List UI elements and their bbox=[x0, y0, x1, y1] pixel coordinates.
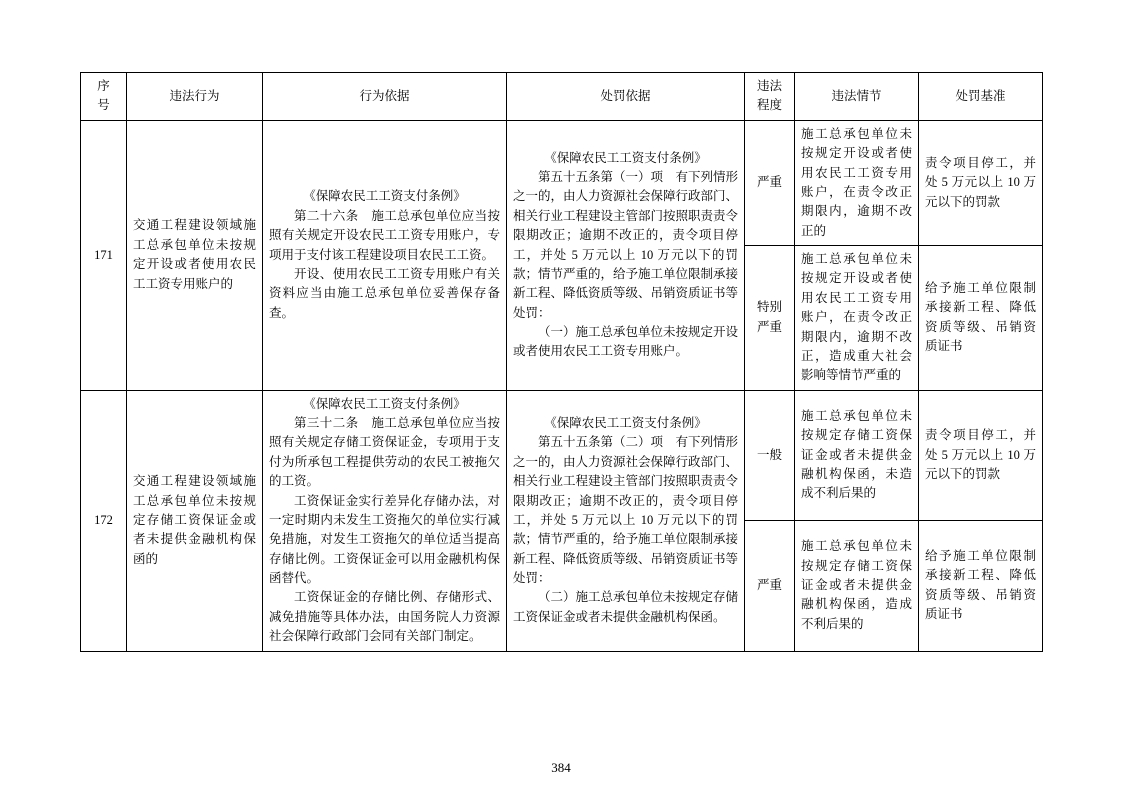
row-number-172: 172 bbox=[81, 390, 127, 651]
act-basis-171-para1: 第二十六条 施工总承包单位应当按照有关规定开设农民工工资专用账户，专项用于支付该工程建设项目农民工工资。 bbox=[269, 208, 500, 262]
column-header-penalty-basis: 处罚依据 bbox=[507, 73, 745, 121]
page-number: 384 bbox=[551, 760, 571, 775]
act-basis-172-para3: 工资保证金的存储比例、存储形式、减免措施等具体办法，由国务院人力资源社会保障行政部门会同有关部门制定。 bbox=[269, 590, 500, 644]
penalty-basis-172-title: 《保障农民工工资支付条例》 bbox=[544, 416, 707, 430]
illegal-act-171: 交通工程建设领域施工总承包单位未按规定开设或者使用农民工工资专用账户的 bbox=[127, 120, 263, 390]
act-basis-172-para2: 工资保证金实行差异化存储办法，对一定时期内未发生工资拖欠的单位实行减免措施，对发生工资拖欠的单位适当提高存储比例。工资保证金可以用金融机构保函替代。 bbox=[269, 493, 500, 585]
column-header-no-line2: 号 bbox=[97, 98, 110, 113]
column-header-degree-line1: 违法 bbox=[756, 79, 782, 93]
circumstance-172-1: 施工总承包单位未按规定存储工资保证金或者未提供金融机构保函，未造成不利后果的 bbox=[795, 390, 919, 520]
circumstance-171-2: 施工总承包单位未按规定开设或者使用农民工工资专用账户，在责令改正期限内，逾期不改正，造成重大社会影响等情节严重的 bbox=[795, 246, 919, 391]
table-row bbox=[81, 390, 1043, 520]
penalty-basis-172-para2: （二）施工总承包单位未按规定存储工资保证金或者未提供金融机构保函。 bbox=[513, 590, 739, 624]
table-header bbox=[81, 73, 1043, 121]
penalty-basis-172-para1: 第五十五条第（二）项 有下列情形之一的，由人力资源社会保障行政部门、相关行业工程建设主管部门按照职责责令限期改正；逾期不改正的，责令项目停工，并处 5 万元以上 10 万元以下的罚款；情节严重的，给予施工单位限制承接新工程、降低资质等级、吊销资质证书等处罚： bbox=[513, 435, 739, 585]
act-basis-171 bbox=[263, 120, 507, 390]
column-header-illegal-act: 违法行为 bbox=[127, 73, 263, 121]
standard-171-1: 责令项目停工，并处 5 万元以上 10 万元以下的罚款 bbox=[919, 120, 1043, 245]
degree-171-1: 严重 bbox=[745, 120, 795, 245]
act-basis-171-para2: 开设、使用农民工工资专用账户有关资料应当由施工总承包单位妥善保存备查。 bbox=[269, 266, 500, 320]
degree-172-2: 严重 bbox=[745, 521, 795, 651]
illegal-act-172: 交通工程建设领域施工总承包单位未按规定存储工资保证金或者未提供金融机构保函的 bbox=[127, 390, 263, 651]
circumstance-171-1: 施工总承包单位未按规定开设或者使用农民工工资专用账户，在责令改正期限内，逾期不改正的 bbox=[795, 120, 919, 245]
column-header-degree bbox=[745, 73, 795, 121]
column-header-no-line1: 序 bbox=[97, 79, 110, 93]
table-row bbox=[81, 120, 1043, 245]
regulation-table bbox=[80, 72, 1043, 652]
act-basis-171-title: 《保障农民工工资支付条例》 bbox=[303, 189, 466, 204]
column-header-degree-line2: 程度 bbox=[756, 98, 782, 113]
penalty-basis-171 bbox=[507, 120, 745, 390]
regulation-table-container bbox=[80, 72, 1042, 652]
column-header-standard: 处罚基准 bbox=[919, 73, 1043, 121]
row-number-171: 171 bbox=[81, 120, 127, 390]
standard-171-2: 给予施工单位限制承接新工程、降低资质等级、吊销资质证书 bbox=[919, 246, 1043, 391]
penalty-basis-171-para1: 第五十五条第（一）项 有下列情形之一的，由人力资源社会保障行政部门、相关行业工程建设主管部门按照职责责令限期改正；逾期不改正的，责令项目停工，并处 5 万元以上 10 万元以下的罚款；情节严重的，给予施工单位限制承接新工程、降低资质等级、吊销资质证书等处罚： bbox=[513, 170, 739, 320]
column-header-act-basis: 行为依据 bbox=[263, 73, 507, 121]
degree-171-2: 特别严重 bbox=[745, 246, 795, 391]
circumstance-172-2: 施工总承包单位未按规定存储工资保证金或者未提供金融机构保函，造成不利后果的 bbox=[795, 521, 919, 651]
act-basis-172 bbox=[263, 390, 507, 651]
degree-172-1: 一般 bbox=[745, 390, 795, 520]
penalty-basis-172 bbox=[507, 390, 745, 651]
penalty-basis-171-title: 《保障农民工工资支付条例》 bbox=[544, 150, 707, 165]
column-header-circumstance: 违法情节 bbox=[795, 73, 919, 121]
table-body bbox=[81, 120, 1043, 651]
penalty-basis-171-para2: （一）施工总承包单位未按规定开设或者使用农民工工资专用账户。 bbox=[513, 325, 739, 359]
act-basis-172-para1: 第三十二条 施工总承包单位应当按照有关规定存储工资保证金，专项用于支付为所承包工程提供劳动的农民工被拖欠的工资。 bbox=[269, 416, 500, 489]
standard-172-2: 给予施工单位限制承接新工程、降低资质等级、吊销资质证书 bbox=[919, 521, 1043, 651]
standard-172-1: 责令项目停工，并处 5 万元以上 10 万元以下的罚款 bbox=[919, 390, 1043, 520]
table-header-row bbox=[81, 73, 1043, 121]
act-basis-172-title: 《保障农民工工资支付条例》 bbox=[303, 396, 466, 411]
column-header-no bbox=[81, 73, 127, 121]
